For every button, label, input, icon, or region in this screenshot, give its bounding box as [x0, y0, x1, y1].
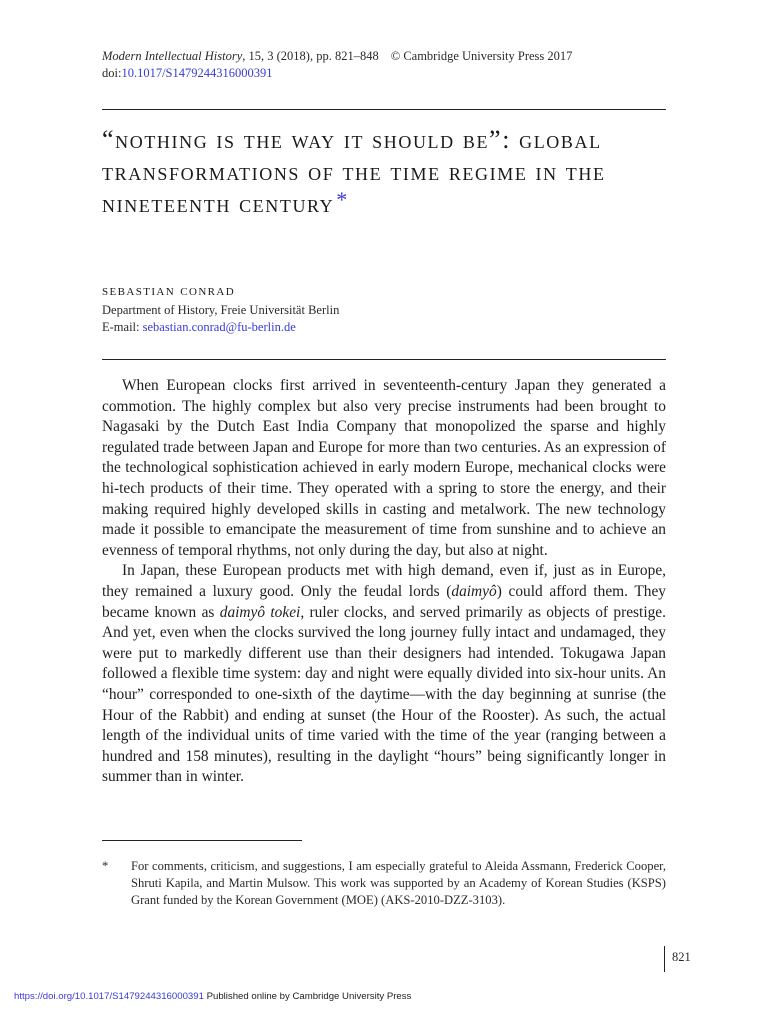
- header-divider: [102, 109, 666, 110]
- copyright-notice: © Cambridge University Press 2017: [390, 49, 573, 63]
- footnote-divider: [102, 840, 302, 841]
- journal-citation: , 15, 3 (2018), pp. 821–848: [242, 49, 379, 63]
- author-name: sebastian conrad: [102, 283, 236, 299]
- paragraph-2-text-a: In Japan, these European products met with high demand, even if, just as in Europe, they remained a luxury good. Only the feudal lords (: [102, 562, 666, 600]
- author-divider: [102, 359, 666, 360]
- article-body: [102, 376, 666, 788]
- article-title-text: “nothing is the way it should be”: global transformations of the time regime in the nineteenth century: [102, 125, 606, 218]
- doi-link[interactable]: 10.1017/S1479244316000391: [121, 66, 273, 80]
- journal-header: [102, 48, 572, 82]
- footnote: [102, 858, 666, 909]
- term-daimyo-tokei: daimyô tokei: [219, 603, 301, 621]
- department: Department of History, Freie Universität Berlin: [102, 303, 340, 317]
- doi-line: [102, 65, 572, 82]
- email-line: [102, 319, 339, 336]
- page-number: 821: [672, 950, 691, 964]
- author-affiliation: [102, 302, 339, 336]
- paragraph-1: When European clocks first arrived in seventeenth-century Japan they generated a commotion. The highly complex but also very precise instruments had been brought to Nagasaki by the Dutch East India Company that monopolized the sparse and highly regulated trade between Japan and Europe for more than two centuries. As an expression of the technological sophistication achieved in early modern Europe, mechanical clocks were hi-tech products of their time. They operated with a spring to store the energy, and their making required highly developed skills in casting and metalwork. The new technology made it possible to emancipate the measurement of time from sunshine and to achieve an evenness of temporal rhythms, not only during the day, but also at night.: [102, 377, 666, 559]
- email-label: E-mail:: [102, 320, 143, 334]
- term-daimyo: daimyô: [451, 582, 497, 600]
- footer-doi-link[interactable]: https://doi.org/10.1017/S1479244316000391: [14, 991, 204, 1002]
- footer-published: Published online by Cambridge University Press: [203, 991, 412, 1002]
- citation-line: [102, 48, 572, 65]
- paragraph-2: [102, 561, 666, 788]
- journal-name: Modern Intellectual History: [102, 49, 243, 63]
- email-link[interactable]: sebastian.conrad@fu-berlin.de: [142, 320, 296, 334]
- publication-footer: [14, 991, 411, 1002]
- paragraph-2-text-b: ) could afford them. They became known as: [102, 582, 666, 621]
- page-number-bar: [664, 946, 665, 972]
- doi-prefix: doi:: [102, 66, 122, 80]
- footnote-marker: *: [102, 859, 109, 873]
- footnote-text: For comments, criticism, and suggestions, I am especially grateful to Aleida Assmann, Frederick Cooper, Shruti Kapila, and Martin Mulsow. This work was supported by an Academy of Korean Studies (KSPS) Grant funded by the Korean Government (MOE) (AKS-2010-DZZ-3103).: [131, 859, 666, 907]
- article-title: [102, 124, 666, 220]
- title-footnote-marker[interactable]: *: [336, 187, 349, 212]
- paragraph-2-text-c: , ruler clocks, and served primarily as objects of prestige. And yet, even when the clocks survived the long journey fully intact and undamaged, they were put to markedly different use than their designers had intended. Tokugawa Japan followed a flexible time system: day and night were equally divided into six-hour units. An “hour” corresponded to one-sixth of the daytime—with the day beginning at sunrise (the Hour of the Rabbit) and ending at sunset (the Hour of the Rooster). As such, the actual length of the individual units of time varied with the time of the year (ranging between a hundred and 158 minutes), resulting in the daylight “hours” being significantly longer in summer than in winter.: [102, 603, 666, 786]
